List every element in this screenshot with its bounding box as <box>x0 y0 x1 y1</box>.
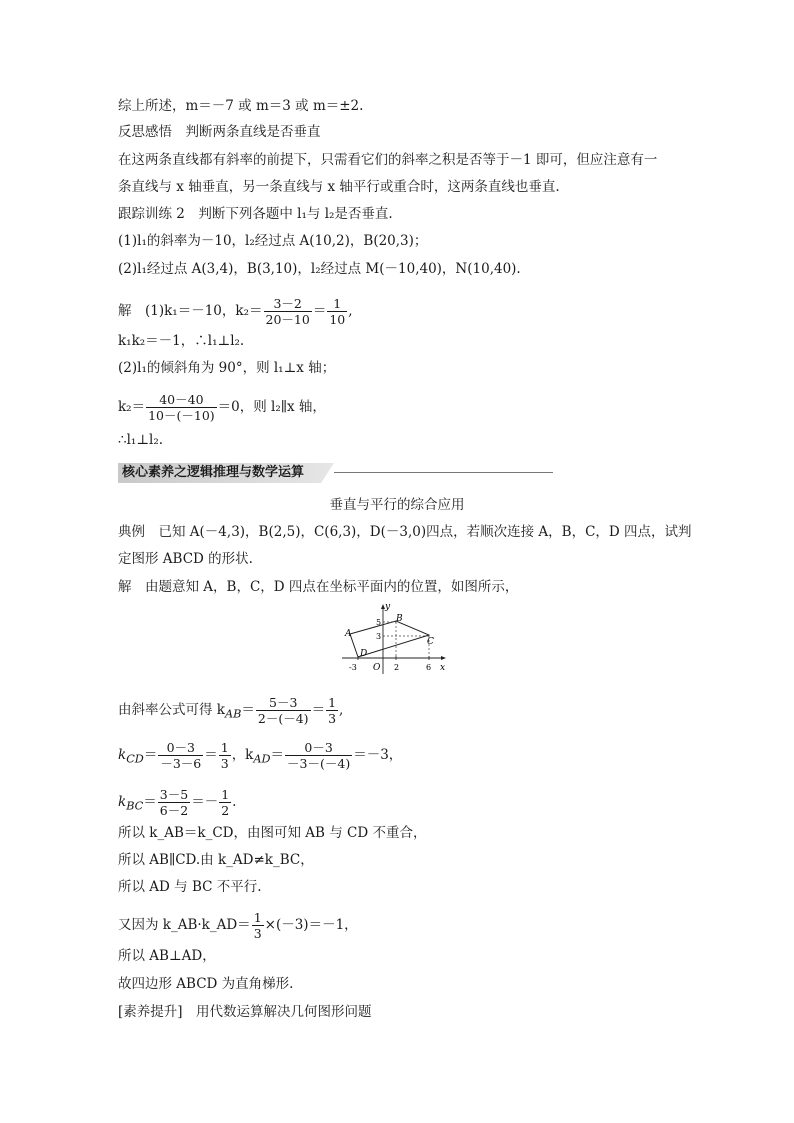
fraction: $\frac{3-2}{20-10}$ <box>265 296 310 327</box>
point-label-c: C <box>427 637 434 647</box>
fraction: $\frac{5-3}{2-(-4)}$ <box>257 695 309 726</box>
reasoning-line-4: 又因为 k_AB·k_AD＝ $\frac{1}{3}$ ×(－3)＝－1， <box>118 910 358 941</box>
document-page: 综上所述，m＝－7 或 m＝3 或 m＝±2. 反思感悟 判断两条直线是否垂直 在这两条直线都有斜率的前提下，只需看它们的斜率之积是否等于－1 即可，但应注意有一 条直线与 x 轴垂直，另一条直线与 x 轴平行或重合时，这两条直线也垂直. 跟踪训练 2 判断下列各题中 l₁与 l₂是否垂直. (1)l₁的斜率为－10，l₂经过点 A(10,2)，B(20,3)； (2)l₁经过点 A(3,4)，B(3,10)，l₂经过点 M(－10,40)，N(10,40). 解 (1)k₁＝－10，k₂＝ $\frac{3-2}{20-10}$ ＝ $\frac{1}{10}$ , k₁k₂＝－1，∴l₁⊥l₂. (2)l₁的倾斜角为 90°，则 l₁⊥x 轴； k₂＝ $\frac{40-40}{10-(-10)}$ ＝0，则 l₂∥x 轴， ∴l₁⊥l₂. 核心素养之逻辑推理与数学运算 垂直与平行的综合应用 典例 已知 A(－4,3)，B(2,5)，C(6,3)，D(－3,0)四点，若顺次连接 A，B，C，D 四点，试判 定图形 ABCD 的形状. 解 由题意知 A，B，C，D 四点在坐标平面内的位置，如图所示， A B C D O x y -3 2 6 3 5 由斜率公式可得 $k_{AB}=$ $\frac{5-3}{2-(-4)}$ ＝ $\frac{1}{3}$ , $k_{CD}=$ $\frac{0-3}{-3-6}$ ＝ $\frac{1}{3}$ ，$k_{AD}=$ $\frac{0-3}{-3-(-4)}$ ＝－3， $k_{BC}=$ $\frac{3-5}{6-2}$ ＝－ $\frac{1}{2}$ . 所以 k_AB＝k_CD，由图可知 AB 与 CD 不重合， 所以 AB∥CD.由 k_AD≠k_BC， 所以 AD 与 BC 不平行. 又因为 k_AB·k_AD＝ $\frac{1}{3}$ ×(－3)＝－1， 所以 AB⊥AD， 故四边形 ABCD 为直角梯形. [素养提升] 用代数运算解决几何图形问题 <box>0 0 794 1123</box>
exercise-part-1: (1)l₁的斜率为－10，l₂经过点 A(10,2)，B(20,3)； <box>118 233 428 249</box>
conclusion-line: 综上所述，m＝－7 或 m＝3 或 m＝±2. <box>118 98 364 114</box>
fraction: $\frac{1}{2}$ <box>221 787 230 818</box>
point-label-b: B <box>396 614 403 624</box>
example-line-1: 典例 已知 A(－4,3)，B(2,5)，C(6,3)，D(－3,0)四点，若顺次连接 A，B，C，D 四点，试判 <box>118 524 692 540</box>
solution-line-4: k₂＝ $\frac{40-40}{10-(-10)}$ ＝0，则 l₂∥x 轴， <box>118 392 326 423</box>
coordinate-figure <box>336 600 456 680</box>
slope-bc-line: $k_{BC}=$ $\frac{3-5}{6-2}$ ＝－ $\frac{1}{2}$ . <box>118 787 237 818</box>
x-axis-label: x <box>440 663 446 673</box>
conclusion-trapezoid: 故四边形 ABCD 为直角梯形. <box>118 976 294 992</box>
y-tick-label: 5 <box>376 618 382 627</box>
fraction: $\frac{0-3}{-3-6}$ <box>160 740 202 771</box>
section-title: 垂直与平行的综合应用 <box>329 497 465 513</box>
reasoning-line-2: 所以 AB∥CD.由 k_AD≠k_BC， <box>118 852 314 868</box>
fraction: $\frac{0-3}{-3-(-4)}$ <box>287 740 351 771</box>
slope-cd-ad-line: $k_{CD}=$ $\frac{0-3}{-3-6}$ ＝ $\frac{1}{3}$ ，$k_{AD}=$ $\frac{0-3}{-3-(-4)}$ ＝－3， <box>118 740 403 771</box>
solution-line-1: 解 (1)k₁＝－10，k₂＝ $\frac{3-2}{20-10}$ ＝ $\frac{1}{10}$ , <box>118 296 353 327</box>
example-solution-intro: 解 由题意知 A，B，C，D 四点在坐标平面内的位置，如图所示， <box>118 579 519 595</box>
solution-line-5: ∴l₁⊥l₂. <box>118 432 164 448</box>
reasoning-line-5: 所以 AB⊥AD， <box>118 948 216 964</box>
reasoning-line-1: 所以 k_AB＝k_CD，由图可知 AB 与 CD 不重合， <box>118 825 427 841</box>
y-axis-label: y <box>385 602 391 612</box>
solution-line-2: k₁k₂＝－1，∴l₁⊥l₂. <box>118 333 245 349</box>
y-tick-label: 3 <box>376 632 382 641</box>
fraction: $\frac{40-40}{10-(-10)}$ <box>148 392 215 423</box>
fraction: $\frac{1}{10}$ <box>329 296 346 327</box>
x-tick-label: 2 <box>394 663 400 672</box>
exercise-part-2: (2)l₁经过点 A(3,4)，B(3,10)，l₂经过点 M(－10,40)，N(10,40). <box>118 261 521 277</box>
fraction: $\frac{1}{3}$ <box>220 740 229 771</box>
x-tick-label: -3 <box>349 663 357 672</box>
exercise-heading: 跟踪训练 2 判断下列各题中 l₁与 l₂是否垂直. <box>118 206 393 222</box>
reasoning-line-3: 所以 AD 与 BC 不平行. <box>118 879 262 895</box>
origin-label: O <box>373 663 381 673</box>
banner-rule <box>334 472 553 473</box>
example-line-2: 定图形 ABCD 的形状. <box>118 551 253 567</box>
x-tick-label: 6 <box>426 663 432 672</box>
reflection-heading: 反思感悟 判断两条直线是否垂直 <box>118 124 321 140</box>
solution-line-3: (2)l₁的倾斜角为 90°，则 l₁⊥x 轴； <box>118 360 336 376</box>
slope-ab-line: 由斜率公式可得 $k_{AB}=$ $\frac{5-3}{2-(-4)}$ ＝ $\frac{1}{3}$ , <box>118 695 344 726</box>
reflection-text-1: 在这两条直线都有斜率的前提下，只需看它们的斜率之积是否等于－1 即可，但应注意有一 <box>118 152 658 168</box>
point-label-a: A <box>345 629 352 639</box>
point-label-d: D <box>360 649 368 659</box>
fraction: $\frac{1}{3}$ <box>328 695 337 726</box>
reflection-text-2: 条直线与 x 轴垂直，另一条直线与 x 轴平行或重合时，这两条直线也垂直. <box>118 179 560 195</box>
fraction: $\frac{3-5}{6-2}$ <box>159 787 189 818</box>
literacy-note: [素养提升] 用代数运算解决几何图形问题 <box>118 1004 372 1020</box>
x-axis-arrow <box>441 656 446 660</box>
fraction: $\frac{1}{3}$ <box>253 910 262 941</box>
